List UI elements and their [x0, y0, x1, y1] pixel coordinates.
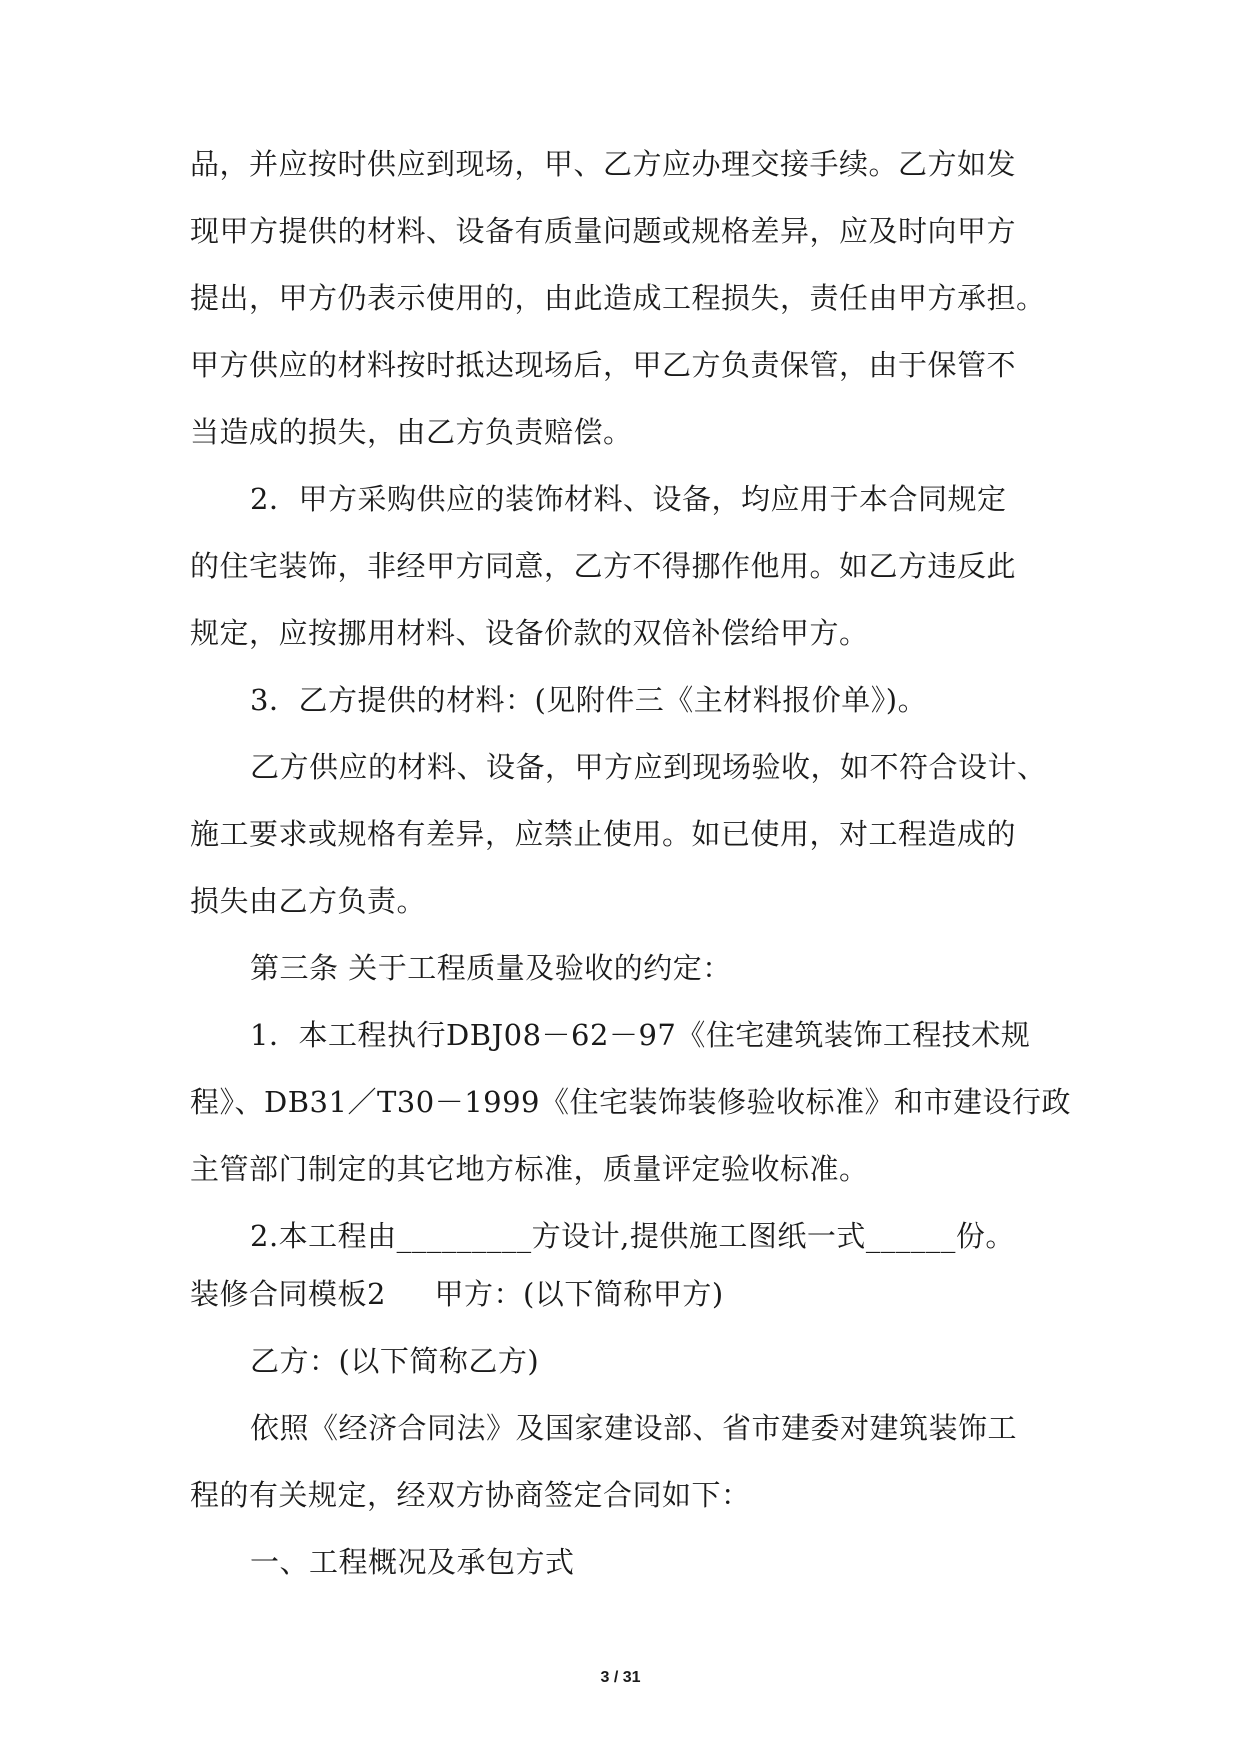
text-line: 1．本工程执行DBJ08－62－97《住宅建筑装饰工程技术规 — [250, 1018, 1031, 1052]
text-line: 依照《经济合同法》及国家建设部、省市建委对建筑装饰工 — [250, 1411, 1018, 1445]
text-line: 提出，甲方仍表示使用的，由此造成工程损失，责任由甲方承担。 — [190, 281, 1046, 315]
text-line: 程》、DB31／T30－1999《住宅装饰装修验收标准》和市建设行政 — [190, 1085, 1072, 1119]
text-line: 主管部门制定的其它地方标准，质量评定验收标准。 — [190, 1152, 869, 1186]
text-line: 2.本工程由_________方设计,提供施工图纸一式______份。 — [250, 1219, 1015, 1253]
text-line: 乙方供应的材料、设备，甲方应到现场验收，如不符合设计、 — [250, 750, 1047, 784]
text-line: 3．乙方提供的材料：(见附件三《主材料报价单》)。 — [250, 683, 928, 717]
text-line: 2．甲方采购供应的装饰材料、设备，均应用于本合同规定 — [250, 482, 1007, 516]
text-line: 第三条 关于工程质量及验收的约定： — [250, 951, 732, 985]
text-line: 损失由乙方负责。 — [190, 884, 427, 918]
text-line: 规定，应按挪用材料、设备价款的双倍补偿给甲方。 — [190, 616, 869, 650]
text-line: 施工要求或规格有差异，应禁止使用。如已使用，对工程造成的 — [190, 817, 1017, 851]
text-line: 品，并应按时供应到现场，甲、乙方应办理交接手续。乙方如发 — [190, 147, 1017, 181]
text-line: 装修合同模板2 甲方：(以下简称甲方) — [190, 1277, 724, 1311]
page-number: 3 / 31 — [600, 1669, 641, 1686]
text-line: 当造成的损失，由乙方负责赔偿。 — [190, 415, 633, 449]
text-line: 甲方供应的材料按时抵达现场后，甲乙方负责保管，由于保管不 — [190, 348, 1017, 382]
text-line: 的住宅装饰，非经甲方同意，乙方不得挪作他用。如乙方违反此 — [190, 549, 1017, 583]
text-line: 程的有关规定，经双方协商签定合同如下： — [190, 1478, 751, 1512]
text-line: 现甲方提供的材料、设备有质量问题或规格差异，应及时向甲方 — [190, 214, 1017, 248]
text-line: 一、工程概况及承包方式 — [250, 1545, 575, 1579]
text-line: 乙方：(以下简称乙方) — [250, 1344, 540, 1378]
